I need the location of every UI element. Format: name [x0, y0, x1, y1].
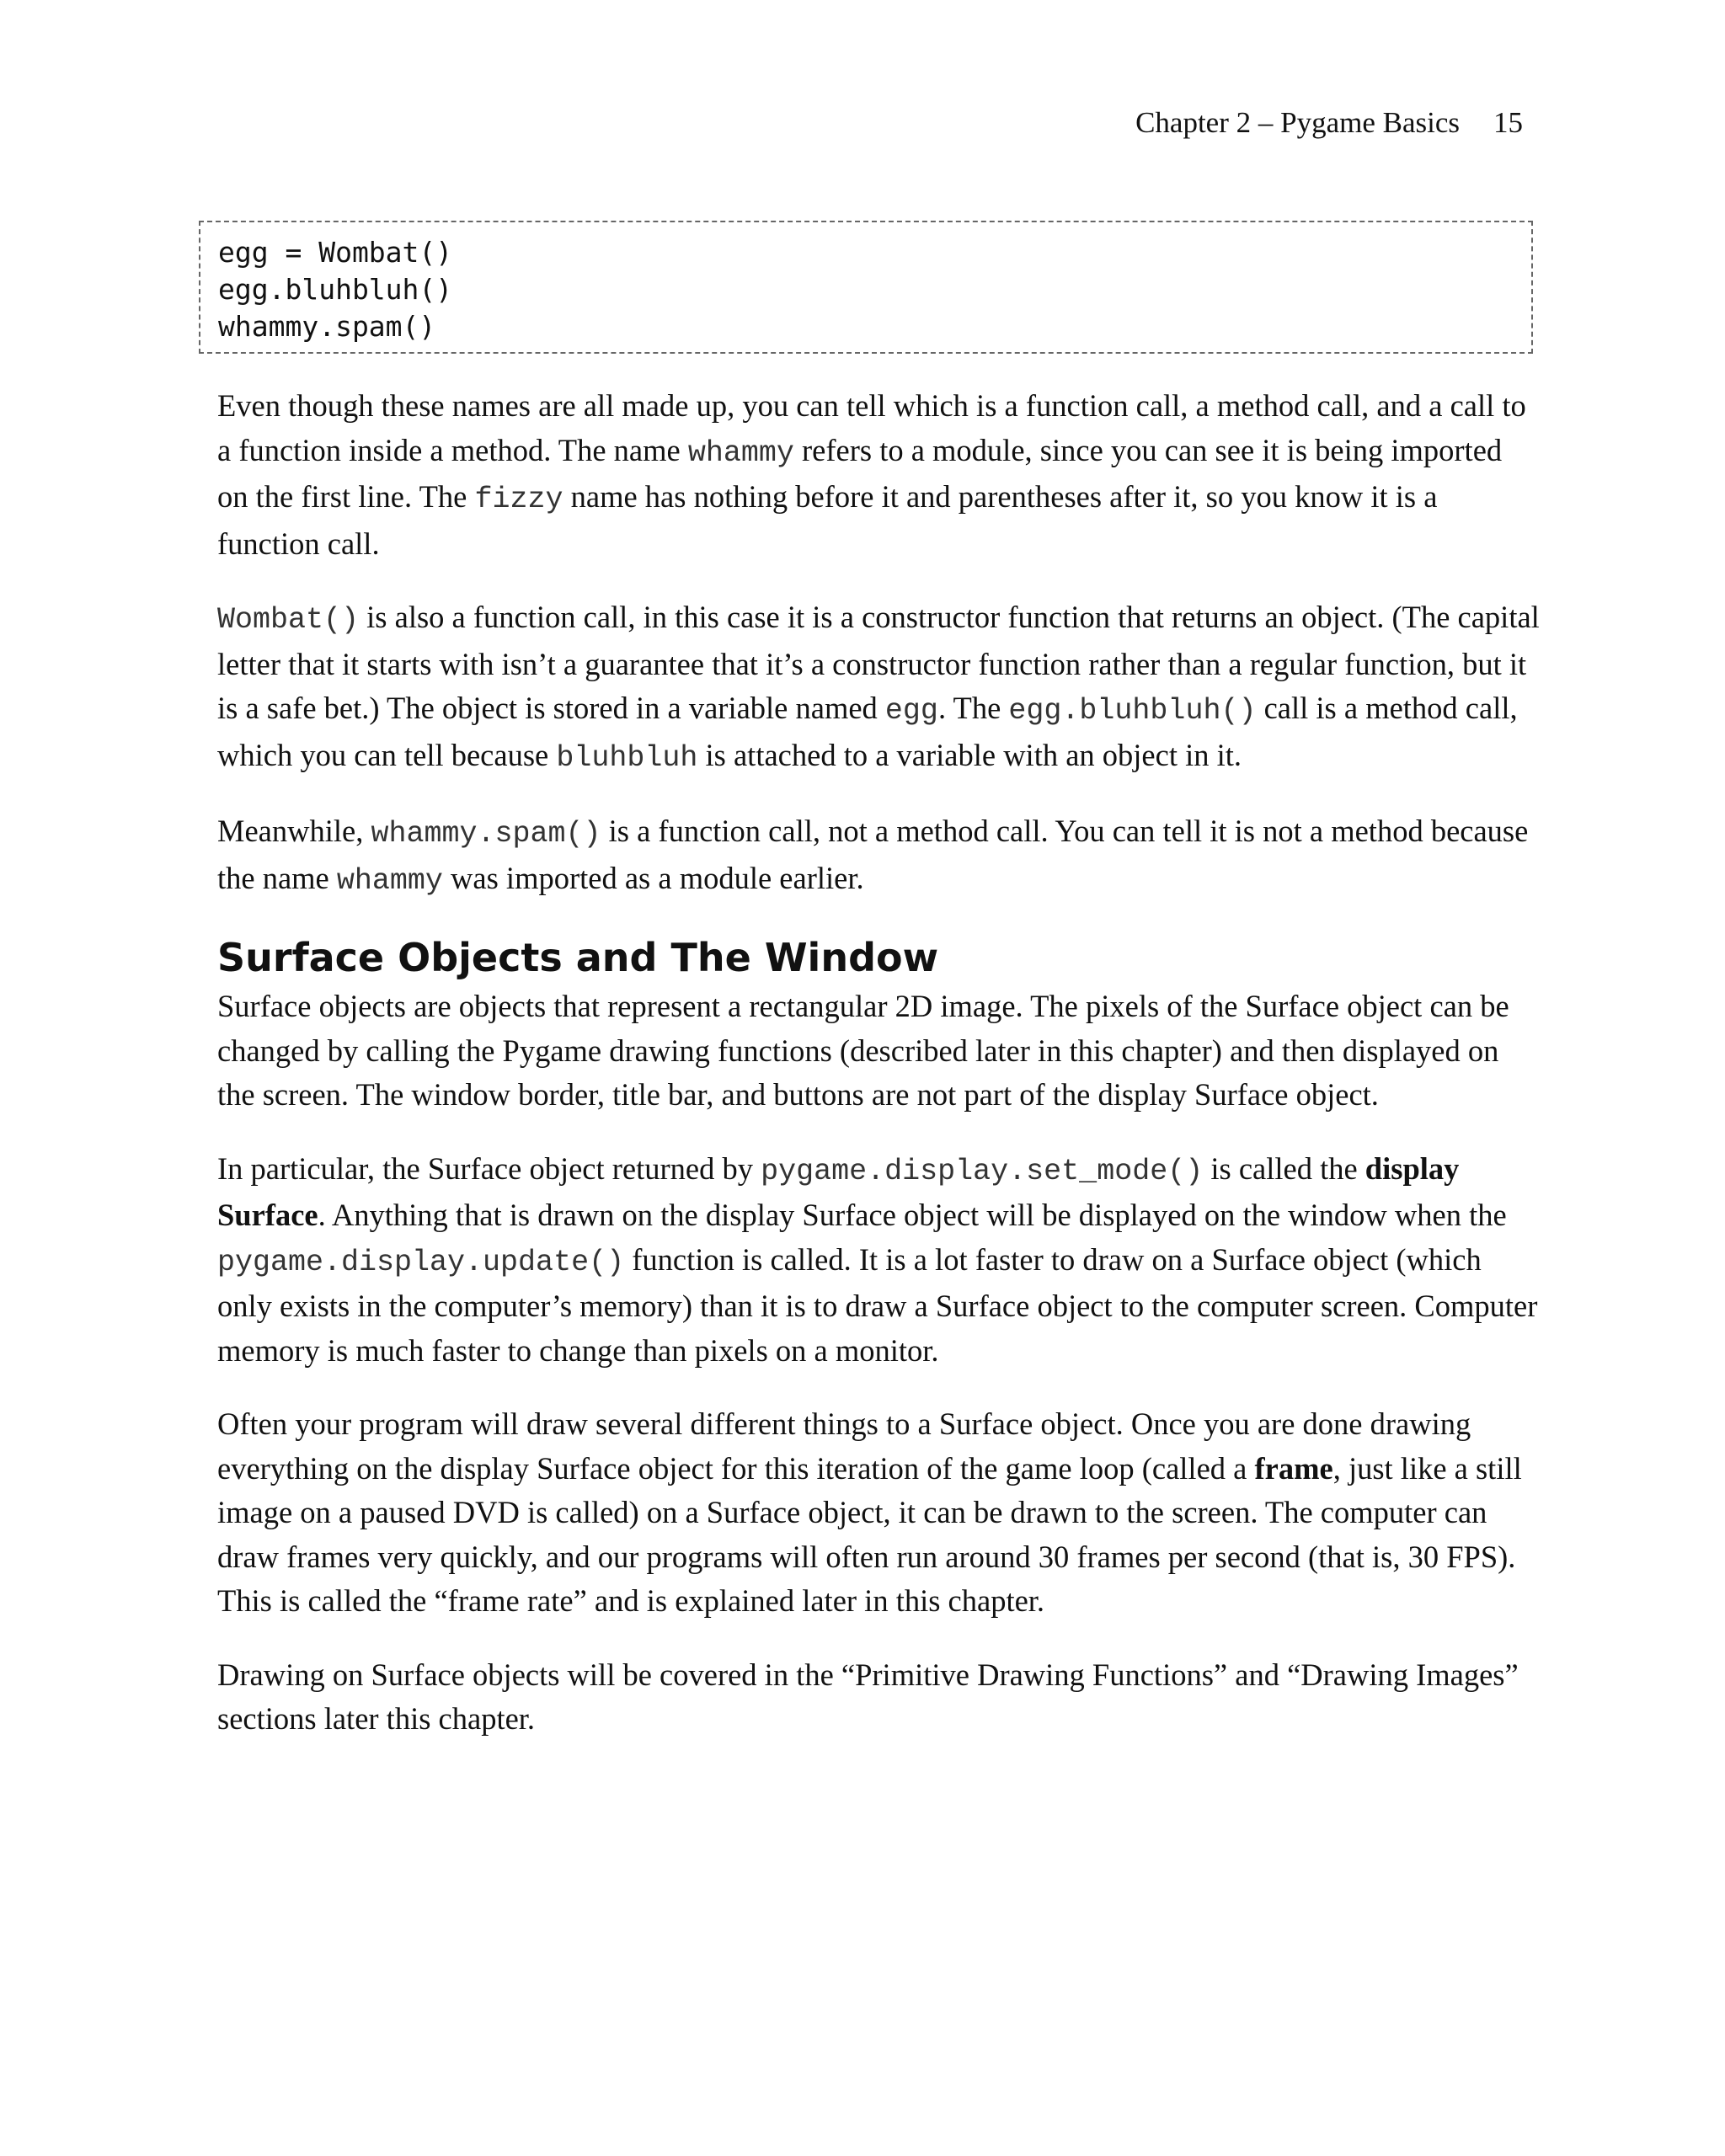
- text: function is called. It is a lot faster to draw on a Surface object (which only exists in the computer’s memory) than it is to draw a Surface object to the computer screen. Computer memory is much faster to change than pixels on a monitor.: [217, 1241, 1538, 1368]
- paragraph: [217, 809, 1540, 903]
- inline-code: whammy.spam(): [371, 817, 601, 851]
- inline-code: Wombat(): [217, 603, 360, 637]
- code-line: whammy.spam(): [218, 310, 436, 343]
- inline-code: egg: [884, 694, 938, 728]
- code-line: egg = Wombat(): [218, 236, 453, 269]
- text: . Anything that is drawn on the display Surface object will be displayed on the window when the: [318, 1198, 1507, 1232]
- text: Even though these names are all made up, you can tell which is a function call, a method call, and a call to a function inside a method. The name: [217, 388, 1526, 467]
- paragraph: [217, 1402, 1540, 1624]
- page-number: 15: [1493, 106, 1523, 139]
- inline-code: whammy: [336, 863, 443, 898]
- section-heading: Surface Objects and The Window: [217, 935, 939, 980]
- inline-code: pygame.display.set_mode(): [761, 1154, 1204, 1188]
- inline-code: pygame.display.update(): [217, 1245, 625, 1279]
- bold-term: display Surface: [217, 1150, 1460, 1232]
- paragraph: [217, 595, 1540, 780]
- inline-code: egg.bluhbluh(): [1008, 694, 1257, 728]
- paragraph: [217, 1147, 1540, 1374]
- inline-code: whammy: [687, 435, 794, 470]
- page-header: [1135, 106, 1523, 140]
- text: is called the: [1203, 1150, 1365, 1186]
- text: call is a method call, which you can tell because: [217, 691, 1518, 772]
- text: Often your program will draw several different things to a Surface object. Once you are done drawing everything on the display Surface object for this iteration of the game loop (called a: [217, 1406, 1471, 1486]
- text: was imported as a module earlier.: [442, 860, 864, 895]
- paragraph: Surface objects are objects that represent a rectangular 2D image. The pixels of the Surface object can be changed by calling the Pygame drawing functions (described later in this chapter) and then displayed on the screen. The window border, title bar, and buttons are not part of the display Surface object.: [217, 989, 1509, 1112]
- text: , just like a still image on a paused DVD is called) on a Surface object, it can be drawn to the screen. The computer can draw frames very quickly, and our programs will often run around 30 frames per second (that is, 30 FPS). This is called the “frame rate” and is explained later in this chapter.: [217, 1450, 1522, 1618]
- text: In particular, the Surface object returned by: [217, 1150, 761, 1186]
- paragraph: [217, 384, 1540, 566]
- running-title: Chapter 2 – Pygame Basics: [1135, 106, 1460, 139]
- code-line: egg.bluhbluh(): [218, 273, 453, 306]
- main-content: [217, 384, 1540, 1771]
- paragraph: Drawing on Surface objects will be covered in the “Primitive Drawing Functions” and “Drawing Images” sections later this chapter.: [217, 1657, 1519, 1736]
- inline-code: bluhbluh: [556, 740, 698, 775]
- inline-code: fizzy: [474, 483, 563, 516]
- bold-term: frame: [1254, 1450, 1333, 1486]
- text: name has nothing before it and parentheses after it, so you know it is a function call.: [217, 479, 1438, 561]
- text: . The: [937, 691, 1009, 725]
- text: is a function call, not a method call. You can tell it is not a method because the name: [217, 814, 1529, 895]
- text: is attached to a variable with an object in it.: [697, 737, 1242, 772]
- text: refers to a module, since you can see it is being imported on the first line. The: [217, 432, 1503, 514]
- text: is also a function call, in this case it is a constructor function that returns an object. (The capital letter that it starts with isn’t a guarantee that it’s a constructor function rather than a regular function, but it is a safe bet.) The object is stored in a variable named: [217, 600, 1540, 725]
- text: Meanwhile,: [217, 814, 371, 848]
- code-block: [199, 221, 1533, 354]
